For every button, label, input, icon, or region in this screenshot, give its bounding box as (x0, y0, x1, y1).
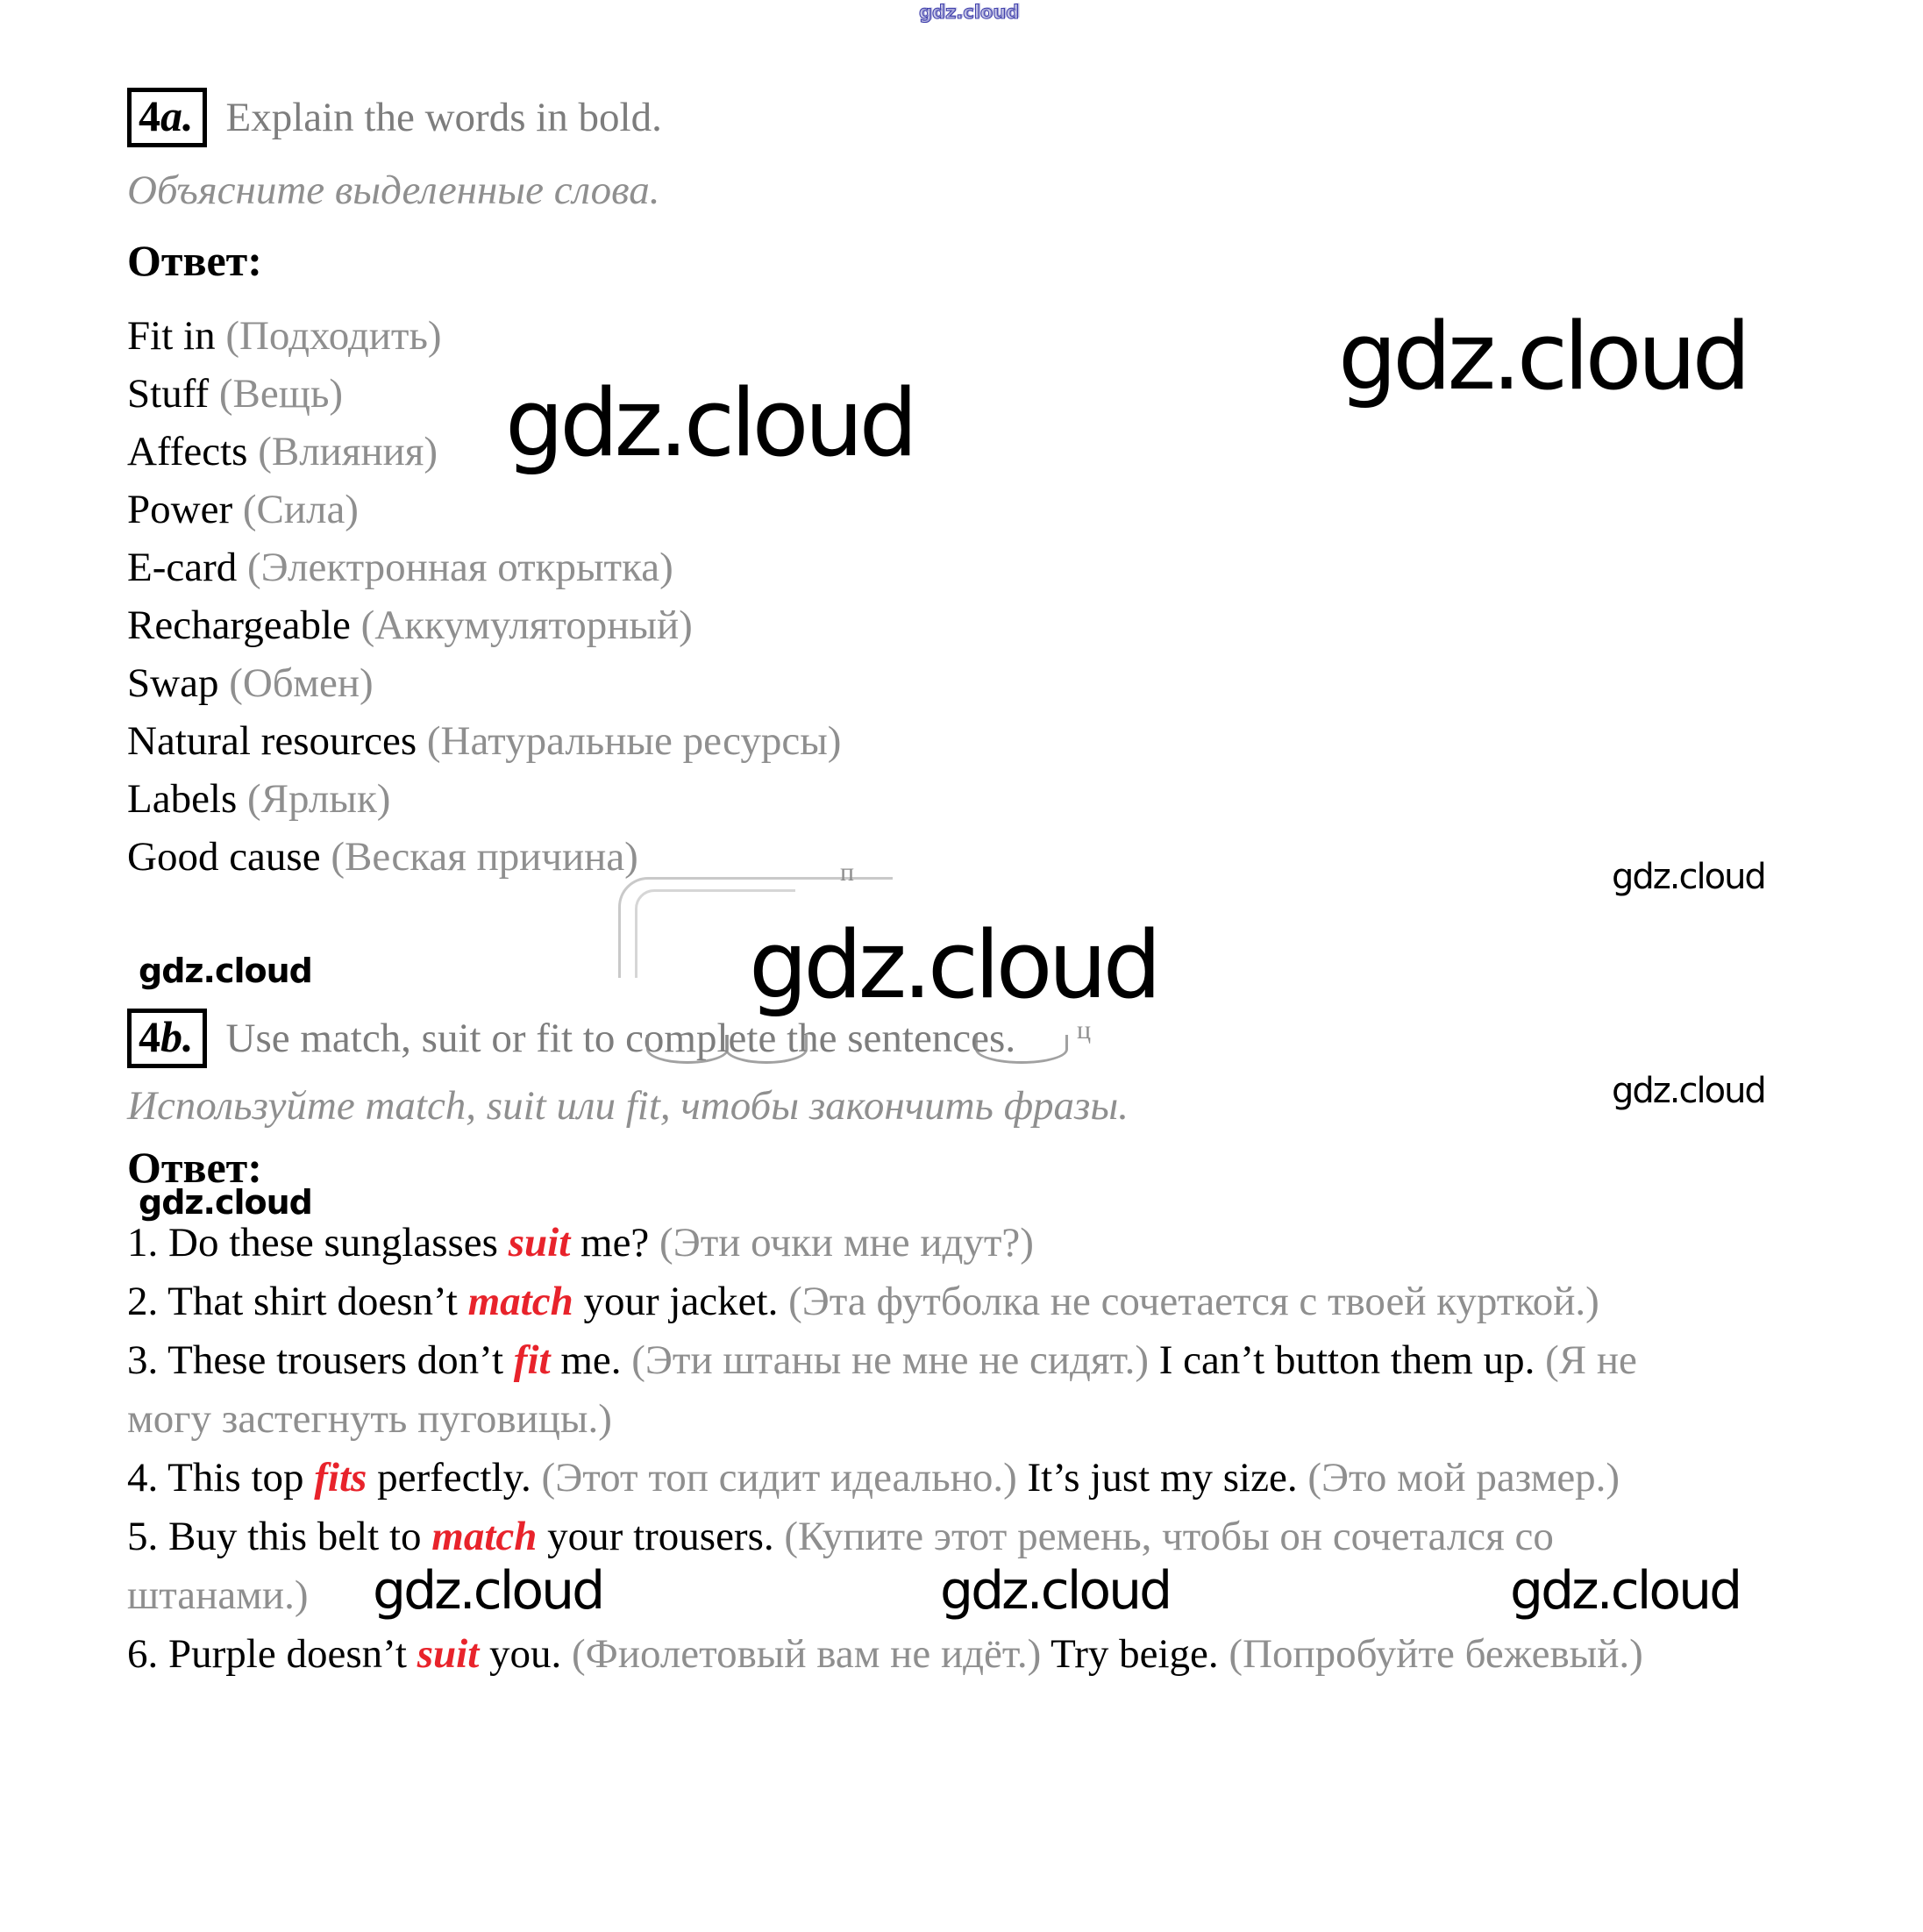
watermark-bold-left-1: gdz.cloud (139, 952, 312, 990)
sentence-text: you. (479, 1631, 573, 1677)
word-ru: (Влияния) (258, 429, 438, 474)
answer-word: suit (417, 1631, 480, 1677)
section-a-title-ru: Объясните выделенные слова. (127, 168, 660, 213)
word-ru: (Веская причина) (331, 834, 638, 880)
sentence-translation: (Я не могу застегнуть пуговицы.) (127, 1337, 1637, 1442)
word-ru: (Ярлык) (247, 776, 391, 822)
sentence-text: 5. Buy this belt to (127, 1514, 432, 1559)
word-en: Stuff (127, 371, 210, 417)
word-en: Natural resources (127, 718, 417, 764)
sentence-4 (127, 1449, 1706, 1508)
watermark-big-center: gdz.cloud (749, 911, 1157, 1019)
section-b-title: Use match, suit or fit to complete the sentences. (225, 1016, 1016, 1061)
answer-word: match (431, 1514, 538, 1559)
watermark-medium-3: gdz.cloud (1510, 1560, 1741, 1622)
watermark-bold-left-2: gdz.cloud (139, 1183, 312, 1222)
sentence-text: me. (550, 1337, 632, 1383)
watermark-big-left: gdz.cloud (505, 369, 914, 477)
faint-arc-2 (725, 1035, 808, 1064)
section-b-letter: b. (160, 1012, 194, 1061)
section-a-number: 4 (139, 91, 160, 140)
word-ru: (Обмен) (229, 660, 374, 706)
section-a-heading (127, 88, 662, 147)
sentence-translation: (Эти очки мне идут?) (659, 1220, 1034, 1265)
stray-glyph-p: п (840, 858, 855, 887)
word-en: Fit in (127, 313, 216, 359)
sentence-1 (127, 1214, 1706, 1273)
word-en: Good cause (127, 834, 321, 880)
word-ru: (Электронная открытка) (246, 545, 673, 590)
word-item (127, 596, 841, 654)
sentence-text: me? (570, 1220, 660, 1265)
sentence-text: Try beige. (1041, 1631, 1229, 1677)
sentence-3 (127, 1331, 1706, 1449)
stray-glyph-ts: ц (1077, 1016, 1092, 1044)
answer-word: fit (513, 1337, 551, 1383)
sentence-translation: (Попробуйте бежевый.) (1229, 1631, 1643, 1677)
watermark-medium-1: gdz.cloud (373, 1560, 603, 1622)
section-a-letter: a. (160, 91, 194, 140)
word-item (127, 770, 841, 828)
word-item (127, 538, 841, 596)
word-en: Power (127, 487, 233, 532)
answer-word: suit (508, 1220, 571, 1265)
word-item (127, 654, 841, 712)
word-ru: (Натуральные ресурсы) (426, 718, 842, 764)
sentence-translation: (Эта футболка не сочетается с твоей курткой.) (788, 1279, 1599, 1324)
sentence-text: 4. This top (127, 1455, 315, 1501)
watermark-small-right-2: gdz.cloud (1612, 1071, 1765, 1111)
word-en: Swap (127, 660, 219, 706)
word-ru: (Вещь) (218, 371, 344, 417)
answer-word: match (467, 1279, 573, 1324)
word-item (127, 481, 841, 538)
word-en: E-card (127, 545, 238, 590)
sentence-translation: (Это мой размер.) (1307, 1455, 1620, 1501)
word-en: Rechargeable (127, 602, 351, 648)
sentence-5 (127, 1508, 1706, 1625)
sentence-text: your trousers. (537, 1514, 785, 1559)
sentence-text: 1. Do these sunglasses (127, 1220, 509, 1265)
sentence-list (127, 1214, 1706, 1684)
sentence-text: perfectly. (367, 1455, 542, 1501)
watermark-medium-2: gdz.cloud (940, 1560, 1171, 1622)
faint-arc-1 (646, 1035, 729, 1064)
sentence-2 (127, 1273, 1706, 1331)
word-ru: (Сила) (242, 487, 359, 532)
watermark-big-right: gdz.cloud (1338, 303, 1747, 410)
word-en: Labels (127, 776, 238, 822)
sentence-text: 6. Purple doesn’t (127, 1631, 417, 1677)
sentence-translation: (Фиолетовый вам не идёт.) (572, 1631, 1042, 1677)
watermark-top: gdz.cloud (919, 2, 1020, 23)
sentence-text: It’s just my size. (1016, 1455, 1308, 1501)
sentence-text: 2. That shirt doesn’t (127, 1279, 468, 1324)
sentence-translation: (Купите этот ремень, чтобы он сочетался со штанами.) (127, 1514, 1554, 1618)
answer-word: fits (314, 1455, 367, 1501)
section-a-number-box (127, 88, 207, 147)
word-en: Affects (127, 429, 248, 474)
word-ru: (Подходить) (225, 313, 442, 359)
sentence-text: I can’t button them up. (1149, 1337, 1546, 1383)
faint-arc-3 (975, 1035, 1068, 1064)
sentence-translation: (Этот топ сидит идеально.) (541, 1455, 1017, 1501)
section-b-answer-label: Ответ: (127, 1143, 262, 1192)
section-a-title: Explain the words in bold. (225, 95, 662, 140)
word-item (127, 307, 841, 365)
watermark-small-right-1: gdz.cloud (1612, 857, 1765, 897)
sentence-6 (127, 1625, 1706, 1684)
word-item (127, 828, 841, 886)
sentence-text: your jacket. (573, 1279, 789, 1324)
word-item (127, 712, 841, 770)
section-b-number: 4 (139, 1012, 160, 1061)
section-b-title-ru: Используйте match, suit или fit, чтобы закончить фразы. (127, 1083, 1129, 1129)
section-a-answer-label: Ответ: (127, 236, 262, 285)
sentence-text: 3. These trousers don’t (127, 1337, 514, 1383)
section-b-number-box (127, 1009, 207, 1068)
sentence-translation: (Эти штаны не мне не сидят.) (631, 1337, 1149, 1383)
word-ru: (Аккумуляторный) (360, 602, 693, 648)
